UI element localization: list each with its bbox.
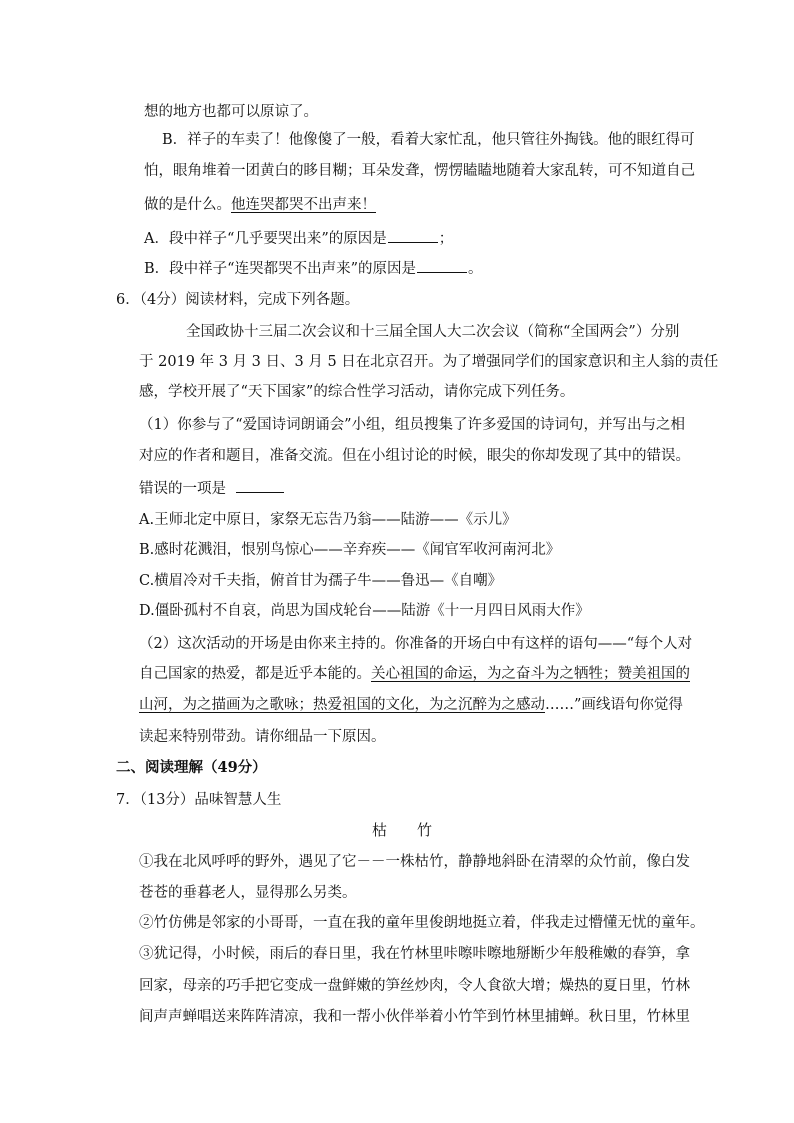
q7-heading: 7．（13分）品味智慧人生 bbox=[116, 792, 282, 808]
q5-passage-b-line-3-text: 做的是什么。 bbox=[144, 197, 231, 213]
section-heading: 二、阅读理解（49分） bbox=[116, 759, 267, 776]
q5-question-b-text: B．段中祥子“连哭都哭不出声来”的原因是 bbox=[144, 261, 416, 277]
q5-passage-b-line-2: 怕，眼角堆着一团黄白的眵目糊；耳朵发聋，愣愣瞌瞌地随着大家乱转，可不知道自己 bbox=[144, 163, 695, 179]
q5-question-a bbox=[144, 228, 453, 249]
q6-task-1-line-1: （1）你参与了“爱国诗词朗诵会”小组，组员搜集了许多爱国的诗词句，并写出与之相 bbox=[139, 417, 686, 433]
q5-question-a-end: ； bbox=[438, 231, 454, 247]
q5-passage-b-line-3 bbox=[144, 195, 376, 215]
passage-title: 枯 竹 bbox=[372, 821, 433, 839]
q6-task-2-line-2-text: 自己国家的热爱，都是近乎本能的。 bbox=[139, 666, 371, 682]
q6-task-2-line-1: （2）这次活动的开场是由你来主持的。你准备的开场白中有这样的语句——“每个人对 bbox=[139, 636, 693, 652]
q6-material-line-1: 全国政协十三届二次会议和十三届全国人大二次会议（简称“全国两会”）分别 bbox=[186, 324, 680, 340]
q6-option-d: D.僵卧孤村不自哀，尚思为国戍轮台——陆游《十一月四日风雨大作》 bbox=[139, 603, 590, 619]
q5-passage-b-underlined: 他连哭都哭不出声来！ bbox=[231, 197, 376, 213]
q6-task-2-line-3 bbox=[139, 695, 683, 715]
q6-material-line-3: 感，学校开展了“天下国家”的综合性学习活动，请你完成下列任务。 bbox=[139, 384, 575, 400]
q5-question-b bbox=[144, 258, 482, 279]
q5-passage-b-line-1: B．祥子的车卖了！他像傻了一般，看着大家忙乱，他只管往外掏钱。他的眼红得可 bbox=[162, 132, 695, 148]
q6-material-line-2: 于 2019 年 3 月 3 日、3 月 5 日在北京召开。为了增强同学们的国家意识和主人翁的责任 bbox=[139, 354, 719, 370]
passage-para-1-line-1: ①我在北风呼呼的野外，遇见了它－－一株枯竹，静静地斜卧在清翠的众竹前，像白发 bbox=[139, 854, 690, 870]
q6-option-a: A.王师北定中原日，家祭无忘告乃翁——陆游——《示儿》 bbox=[139, 512, 517, 528]
answer-blank[interactable] bbox=[417, 258, 467, 273]
q6-task-1-prompt: 错误的一项是 bbox=[139, 481, 226, 497]
q6-task-2-underlined-2: 山河，为之描画为之歌咏；热爱祖国的文化，为之沉醉为之感动 bbox=[139, 697, 545, 713]
q5-continuation-line: 想的地方也都可以原谅了。 bbox=[144, 104, 318, 120]
q6-task-2-line-3-text: ……”画线语句你觉得 bbox=[545, 697, 683, 713]
q6-task-2-line-4: 读起来特别带劲。请你细品一下原因。 bbox=[139, 729, 386, 745]
answer-blank[interactable] bbox=[388, 228, 438, 243]
q6-task-1-line-3 bbox=[139, 478, 285, 499]
q5-question-a-text: A．段中祥子“几乎要哭出来”的原因是 bbox=[144, 231, 387, 247]
q6-task-2-underlined-1: 关心祖国的命运，为之奋斗为之牺牲；赞美祖国的 bbox=[371, 666, 690, 682]
q6-option-c: C.横眉冷对千夫指，俯首甘为孺子牛——鲁迅—《自嘲》 bbox=[139, 573, 503, 589]
passage-para-3-line-2: 回家，母亲的巧手把它变成一盘鲜嫩的笋丝炒肉，令人食欲大增；燥热的夏日里，竹林 bbox=[139, 978, 690, 994]
answer-blank[interactable] bbox=[236, 478, 284, 493]
q5-question-b-end: 。 bbox=[467, 261, 483, 277]
q6-task-1-line-2: 对应的作者和题目，准备交流。但在小组讨论的时候，眼尖的你却发现了其中的错误。 bbox=[139, 448, 690, 464]
q6-task-2-line-2 bbox=[139, 664, 690, 684]
passage-para-1-line-2: 苍苍的垂暮老人，显得那么另类。 bbox=[139, 885, 357, 901]
passage-para-3-line-1: ③犹记得，小时候，雨后的春日里，我在竹林里咔嚓咔嚓地掰断少年般稚嫩的春笋，拿 bbox=[139, 946, 690, 962]
q6-option-b: B.感时花溅泪，恨别鸟惊心——辛弃疾——《闻官军收河南河北》 bbox=[139, 542, 561, 558]
passage-para-3-line-3: 间声声蝉唱送来阵阵清凉，我和一帮小伙伴举着小竹竿到竹林里捕蝉。秋日里，竹林里 bbox=[139, 1009, 690, 1025]
passage-para-2-line-1: ②竹仿佛是邻家的小哥哥，一直在我的童年里俊朗地挺立着，伴我走过懵懂无忧的童年。 bbox=[139, 915, 705, 931]
q6-heading: 6．（4分）阅读材料，完成下列各题。 bbox=[116, 292, 360, 308]
